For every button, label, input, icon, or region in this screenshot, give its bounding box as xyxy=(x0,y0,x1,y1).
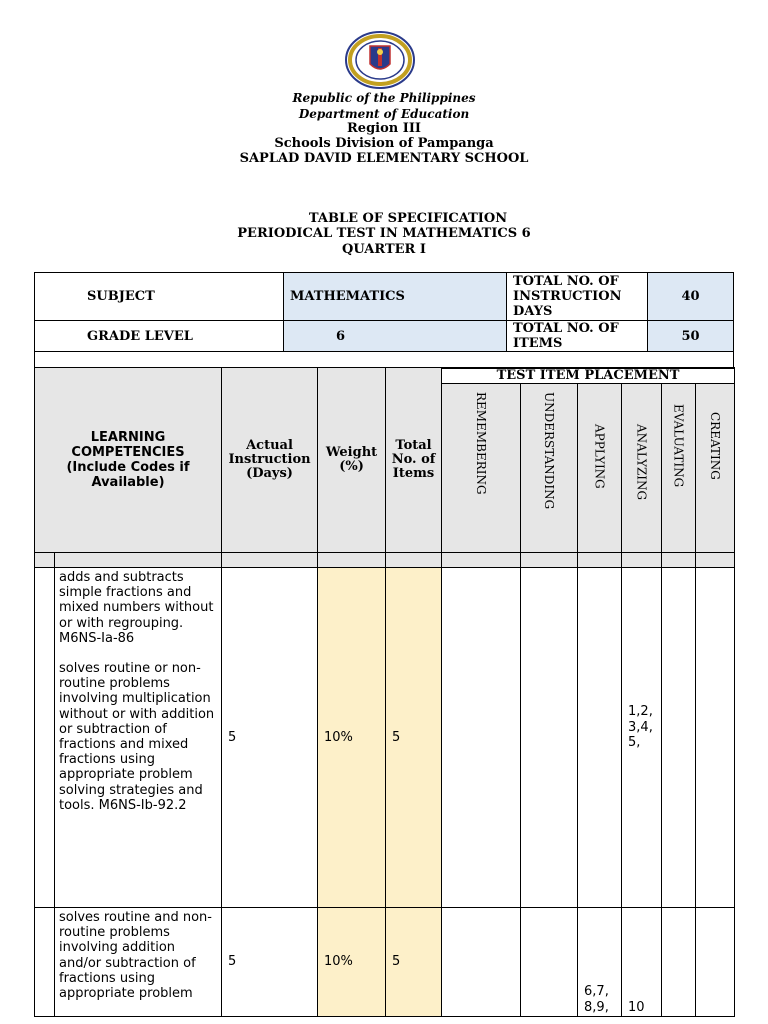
deped-seal-icon xyxy=(342,30,418,90)
grade-label: GRADE LEVEL xyxy=(35,321,284,352)
doc-title: TABLE OF SPECIFICATION xyxy=(308,211,508,226)
header-region: Region III xyxy=(347,121,421,136)
placement-header: TEST ITEM PLACEMENT xyxy=(442,368,735,384)
items-label: TOTAL NO. OF ITEMS xyxy=(507,321,648,352)
spacer-row xyxy=(35,352,734,369)
days-cell: 5 xyxy=(222,568,318,908)
evaluating-cell xyxy=(662,908,696,1017)
items-cell: 5 xyxy=(386,908,442,1017)
doc-subtitle: PERIODICAL TEST IN MATHEMATICS 6 xyxy=(237,226,531,241)
col-weight-header: Weight (%) xyxy=(318,368,386,553)
creating-cell xyxy=(696,568,735,908)
level-analyzing: ANALYZING xyxy=(622,384,662,553)
grade-value: 6 xyxy=(284,321,507,352)
header-republic: Republic of the Philippines xyxy=(292,91,476,105)
level-understanding: UNDERSTANDING xyxy=(521,384,578,553)
row-index-cell xyxy=(35,908,55,1017)
col-competencies-header: LEARNING COMPETENCIES (Include Codes if Available) xyxy=(35,368,222,553)
remembering-cell xyxy=(442,908,521,1017)
specification-table xyxy=(34,367,735,1017)
weight-cell: 10% xyxy=(318,908,386,1017)
info-table xyxy=(34,272,734,369)
days-cell: 5 xyxy=(222,908,318,1017)
creating-cell xyxy=(696,908,735,1017)
row-index-cell xyxy=(35,568,55,908)
header-division: Schools Division of Pampanga xyxy=(274,136,494,151)
table-row xyxy=(35,568,735,908)
days-value: 40 xyxy=(648,273,734,321)
competency-text-b: solves routine or non-routine problems involving multiplication without or with addition or subtraction of fractions and mixed fractions using appropriate problem solving strategies and tools. M6NS-Ib-92.2 xyxy=(59,661,215,813)
competency-cell xyxy=(55,568,222,908)
applying-cell: 6,7,8,9, xyxy=(578,908,622,1017)
days-label: TOTAL NO. OF INSTRUCTION DAYS xyxy=(507,273,648,321)
competency-text-a: adds and subtracts simple fractions and mixed numbers without or with regrouping. M6NS-Ia-86 xyxy=(59,570,214,646)
analyzing-cell: 10 xyxy=(622,908,662,1017)
items-value: 50 xyxy=(648,321,734,352)
table-row xyxy=(35,908,735,1017)
weight-cell: 10% xyxy=(318,568,386,908)
competency-cell: solves routine and non-routine problems involving addition and/or subtraction of fractions using appropriate problem xyxy=(55,908,222,1017)
analyzing-cell: 1,2,3,4,5, xyxy=(622,568,662,908)
applying-cell xyxy=(578,568,622,908)
header-school: SAPLAD DAVID ELEMENTARY SCHOOL xyxy=(239,151,529,166)
doc-quarter: QUARTER I xyxy=(342,242,426,257)
level-evaluating: EVALUATING xyxy=(662,384,696,553)
understanding-cell xyxy=(521,908,578,1017)
subject-value: MATHEMATICS xyxy=(284,273,507,321)
remembering-cell xyxy=(442,568,521,908)
subject-label: SUBJECT xyxy=(35,273,284,321)
level-creating: CREATING xyxy=(696,384,735,553)
header-department: Department of Education xyxy=(298,107,470,121)
gray-divider-row xyxy=(35,553,735,568)
col-days-header: Actual Instruction (Days) xyxy=(222,368,318,553)
level-applying: APPLYING xyxy=(578,384,622,553)
col-items-header: Total No. of Items xyxy=(386,368,442,553)
understanding-cell xyxy=(521,568,578,908)
evaluating-cell xyxy=(662,568,696,908)
items-cell: 5 xyxy=(386,568,442,908)
level-remembering: REMEMBERING xyxy=(442,384,521,553)
